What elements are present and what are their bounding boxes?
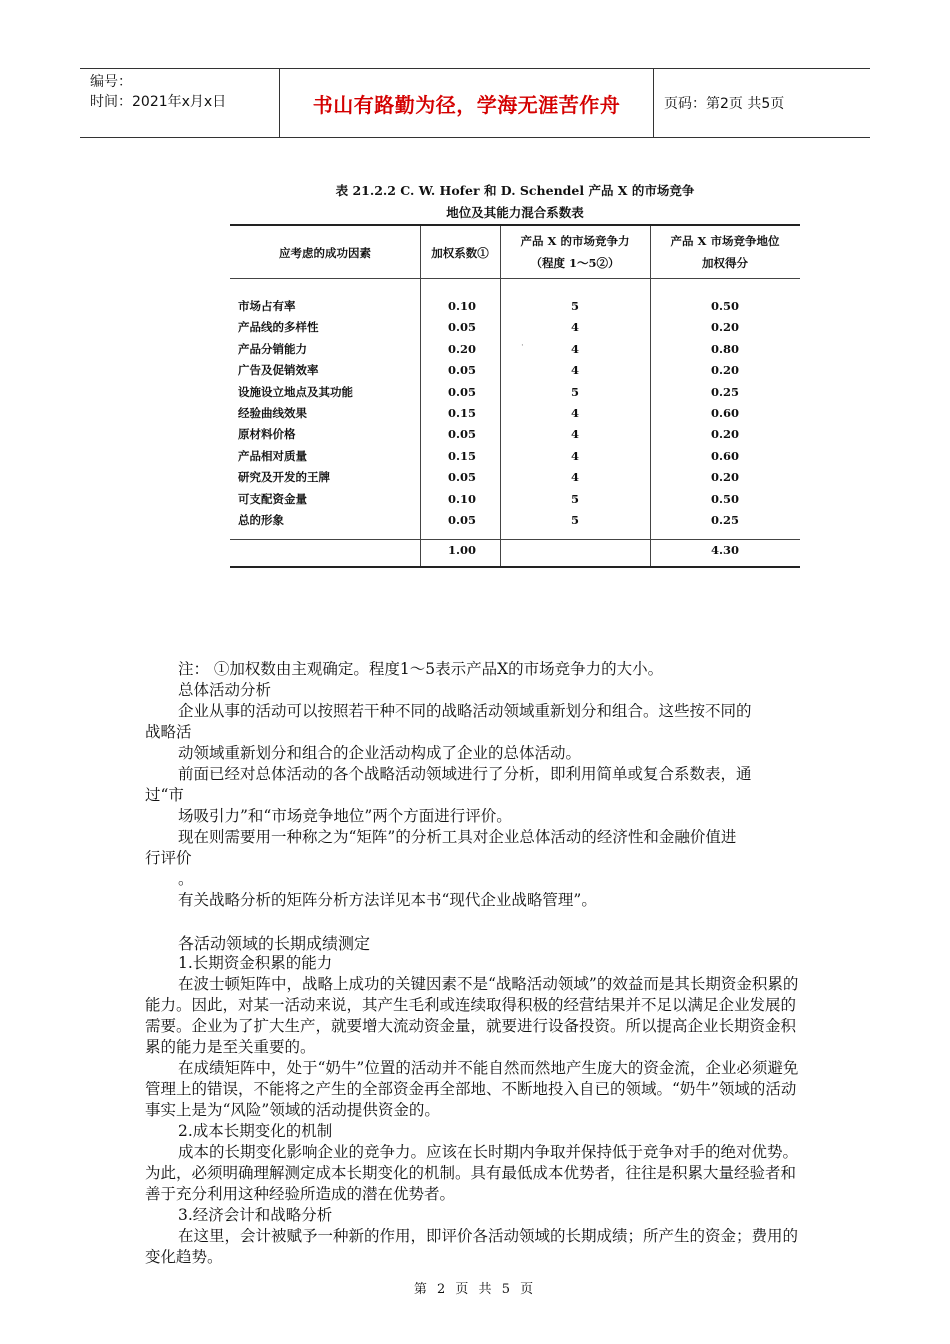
table-cell-factor: 经验曲线效果 xyxy=(238,406,307,420)
table-cell-score: 0.60 xyxy=(710,406,739,420)
table-divider xyxy=(420,226,421,566)
table-subtitle: 地位及其能力混合系数表 xyxy=(446,205,584,220)
header-factor: 应考虑的成功因素 xyxy=(279,246,371,260)
table-cell-competitiveness: 5 xyxy=(570,384,579,399)
table-cell-competitiveness: 4 xyxy=(570,448,579,463)
para-heading: 总体活动分析 xyxy=(178,681,272,699)
paragraph-wrap: 。 xyxy=(178,870,194,888)
table-cell-weight: 0.05 xyxy=(447,427,476,442)
paragraph: 在波士顿矩阵中，战略上成功的关键因素不是“战略活动领域”的效益而是其长期资金积累的能力。因此，对某一活动来说，其产生毛利或连续取得积极的经营结果并不足以满足企业发展的需要。企业为了扩大生产，就要增大流动资金量，就要进行设备投资。所以提高企业长期资金积累的能力是至关重要的。 xyxy=(145,975,799,1056)
table-cell-score: 0.50 xyxy=(710,299,739,313)
table-cell-factor: 产品分销能力 xyxy=(238,341,307,356)
header-motto: 书山有路勤为径，学海无涯苦作舟 xyxy=(280,69,654,137)
paragraph-wrap: 战略活 xyxy=(145,723,192,741)
header-weight: 加权系数① xyxy=(431,246,489,260)
total-score: 4.30 xyxy=(710,543,739,557)
table-cell-weight: 0.20 xyxy=(447,341,476,356)
page-footer: 第 2 页 共 5 页 xyxy=(413,1282,537,1297)
table-cell-weight: 0.05 xyxy=(447,320,476,335)
table-cell-weight: 0.05 xyxy=(447,363,476,378)
table-cell-factor: 原材料价格 xyxy=(238,427,296,442)
table-cell-competitiveness: 4 xyxy=(570,427,579,442)
header-score: 产品 X 市场竞争地位 xyxy=(670,234,780,248)
table-cell-competitiveness: 4 xyxy=(570,363,579,378)
table-cell-score: 0.60 xyxy=(710,448,739,463)
table-cell-score: 0.25 xyxy=(710,513,739,527)
table-cell-competitiveness: 5 xyxy=(570,299,579,313)
paragraph: 有关战略分析的矩阵分析方法详见本书“现代企业战略管理”。 xyxy=(178,891,597,909)
header-competitiveness: 产品 X 的市场竞争力 xyxy=(520,234,630,248)
paragraph: 在成绩矩阵中，处于“奶牛”位置的活动并不能自然而然地产生庞大的资金流，企业必须避免管理上的错误，不能将之产生的全部资金再全部地、不断地投入自已的领域。“奶牛”领域的活动事实上是为“风险”领域的活动提供资金的。 xyxy=(145,1059,799,1119)
header-score-sub: 加权得分 xyxy=(702,256,748,270)
table-cell-factor: 市场占有率 xyxy=(238,299,296,313)
paragraph-wrap: 行评价 xyxy=(145,849,192,867)
table-cell-score: 0.20 xyxy=(710,427,739,442)
table-cell-factor: 总的形象 xyxy=(238,513,284,527)
scan-speck: · xyxy=(521,341,524,351)
table-cell-factor: 研究及开发的王牌 xyxy=(238,470,330,485)
table-cell-weight: 0.05 xyxy=(447,470,476,485)
total-weight: 1.00 xyxy=(447,543,476,557)
table-cell-competitiveness: 5 xyxy=(570,491,579,506)
paragraph-wrap: 过“市 xyxy=(145,786,184,804)
note: 注： ①加权数由主观确定。程度1～5表示产品X的市场竞争力的大小。 xyxy=(178,660,664,678)
table-cell-competitiveness: 4 xyxy=(570,320,579,335)
table-cell-score: 0.80 xyxy=(710,341,739,356)
table-cell-weight: 0.10 xyxy=(447,299,476,313)
header-meta xyxy=(80,69,280,137)
table-cell-weight: 0.05 xyxy=(447,513,476,527)
table-cell-factor: 可支配资金量 xyxy=(238,491,307,506)
table-cell-score: 0.20 xyxy=(710,320,739,335)
table-cell-competitiveness: 4 xyxy=(570,341,579,356)
table-cell-factor: 广告及促销效率 xyxy=(238,363,319,378)
header-page-label: 页码：第2页 共5页 xyxy=(664,96,785,112)
serial-label: 编号： xyxy=(90,74,132,90)
table-cell-weight: 0.10 xyxy=(447,491,476,506)
paragraph: 动领域重新划分和组合的企业活动构成了企业的总体活动。 xyxy=(178,744,582,762)
table-header-rule xyxy=(230,278,800,279)
table-title: 表 21.2.2 C. W. Hofer 和 D. Schendel 产品 X 的市场竞争 xyxy=(335,183,695,198)
paragraph: 成本的长期变化影响企业的竞争力。应该在长时期内争取并保持低于竞争对手的绝对优势。为此，必须明确理解测定成本长期变化的机制。具有最低成本优势者，往往是积累大量经验者和善于充分利用这种经验所造成的潜在优势者。 xyxy=(145,1143,799,1203)
page-header xyxy=(80,68,870,138)
table-cell-competitiveness: 5 xyxy=(570,513,579,527)
table-cell-competitiveness: 4 xyxy=(570,406,579,420)
paragraph: 前面已经对总体活动的各个战略活动领域进行了分析，即利用简单或复合系数表，通 xyxy=(178,765,752,783)
subsection-heading: 1.长期资金积累的能力 xyxy=(178,954,333,972)
table-cell-weight: 0.15 xyxy=(447,448,476,463)
table-cell-weight: 0.05 xyxy=(447,384,476,399)
table-cell-score: 0.20 xyxy=(710,470,739,485)
paragraph: 场吸引力”和“市场竞争地位”两个方面进行评价。 xyxy=(178,807,512,825)
table-cell-weight: 0.15 xyxy=(447,406,476,420)
subsection-heading: 2.成本长期变化的机制 xyxy=(178,1122,333,1140)
paragraph: 在这里，会计被赋予一种新的作用，即评价各活动领域的长期成绩；所产生的资金；费用的变化趋势。 xyxy=(145,1227,799,1266)
paragraph: 企业从事的活动可以按照若干种不同的战略活动领域重新划分和组合。这些按不同的 xyxy=(178,702,752,720)
paragraph: 现在则需要用一种称之为“矩阵”的分析工具对企业总体活动的经济性和金融价值进 xyxy=(178,828,737,846)
header-competitiveness-range: （程度 1～5②） xyxy=(530,256,620,270)
table-cell-score: 0.50 xyxy=(710,491,739,506)
table-cell-factor: 产品线的多样性 xyxy=(238,320,319,335)
table-cell-competitiveness: 4 xyxy=(570,470,579,485)
section-title: 各活动领域的长期成绩测定 xyxy=(178,934,371,953)
table-cell-factor: 产品相对质量 xyxy=(238,448,307,463)
subsection-heading: 3.经济会计和战略分析 xyxy=(178,1206,333,1224)
table-cell-score: 0.25 xyxy=(710,384,739,399)
date-label: 时间：2021年x月x日 xyxy=(90,94,227,110)
table-cell-score: 0.20 xyxy=(710,363,739,378)
table-cell-factor: 设施设立地点及其功能 xyxy=(238,384,353,399)
factor-table xyxy=(230,224,800,568)
